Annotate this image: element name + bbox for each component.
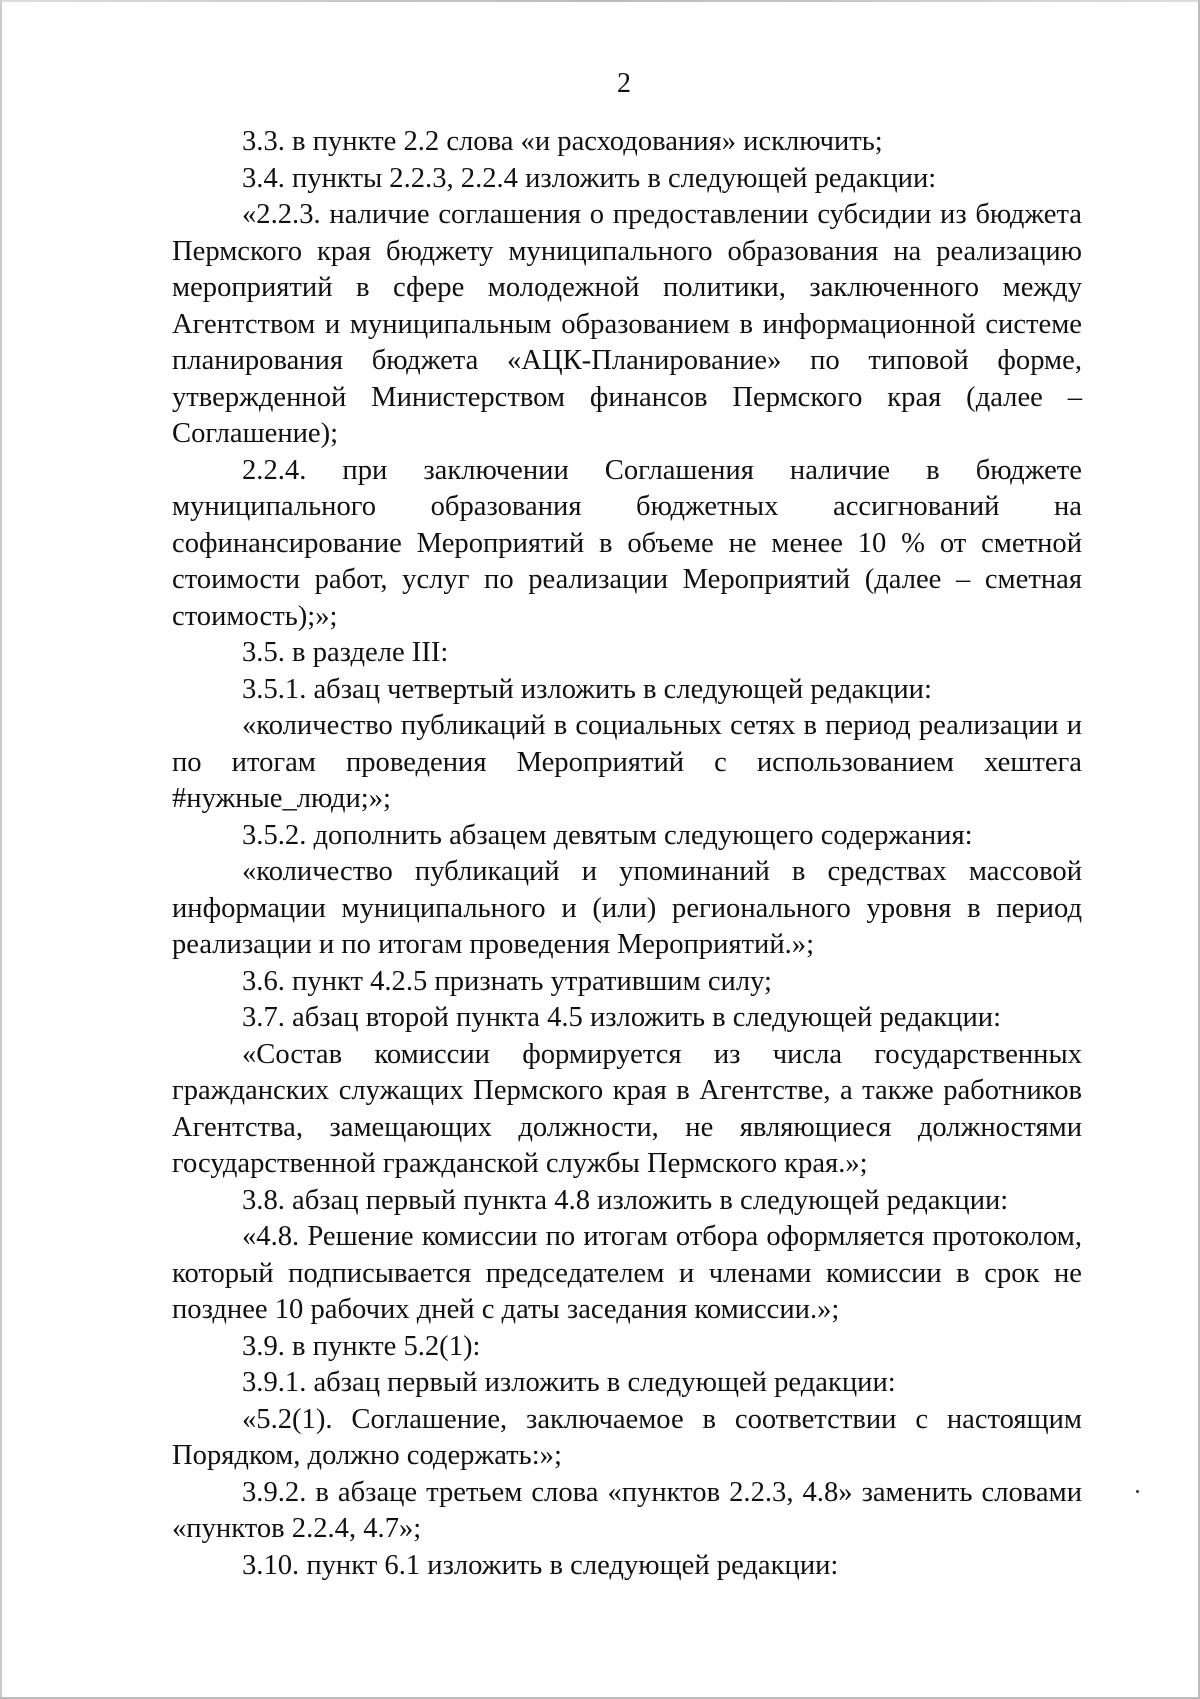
paragraph-3-9-2: 3.9.2. в абзаце третьем слова «пунктов 2.2.3, 4.8» заменить словами «пунктов 2.2.4, 4.7»; [172,1476,1082,1544]
scan-edge-top [0,0,1200,2]
paragraph-3-5: 3.5. в разделе III: [242,637,449,668]
paragraph-3-5-1-quote: «количество публикаций в социальных сетях в период реализации и по итогам проведения Мероприятий с использованием хештега #нужные_люди;»; [172,710,1082,814]
paragraph-3-5-1: 3.5.1. абзац четвертый изложить в следующей редакции: [242,673,932,705]
document-body [172,124,1082,1584]
paragraph-3-9-1: 3.9.1. абзац первый изложить в следующей редакции: [242,1367,896,1398]
paragraph-3-9: 3.9. в пункте 5.2(1): [242,1330,481,1362]
scan-edge-left [0,0,2,1699]
paragraph-3-9-1-quote: «5.2(1). Соглашение, заключаемое в соответствии с настоящим Порядком, должно содержать:»; [172,1403,1082,1471]
paragraph-3-6: 3.6. пункт 4.2.5 признать утратившим силу; [242,965,772,997]
paragraph-3-3: 3.3. в пункте 2.2 слова «и расходования» исключить; [242,126,883,157]
paragraph-3-4: 3.4. пункты 2.2.3, 2.2.4 изложить в следующей редакции: [242,162,937,194]
paragraph-2-2-4-quote: 2.2.4. при заключении Соглашения наличие в бюджете муниципального образования бюджетных ассигнований на софинансирование Мероприятий в объеме не менее 10 % от сметной стоимости работ, услуг по реализации Мероприятий (далее – сметная стоимость);»; [172,454,1082,632]
paragraph-3-7: 3.7. абзац второй пункта 4.5 изложить в следующей редакции: [242,1002,1002,1033]
page-number: 2 [617,68,631,99]
paragraph-3-7-quote: «Состав комиссии формируется из числа государственных гражданских служащих Пермского края в Агентстве, а также работников Агентства, замещающих должности, не являющиеся должностями государственной гражданской службы Пермского края.»; [172,1038,1082,1179]
paragraph-3-8-quote: «4.8. Решение комиссии по итогам отбора оформляется протоколом, который подписывается председателем и членами комиссии в срок не позднее 10 рабочих дней с даты заседания комиссии.»; [172,1221,1082,1325]
scan-speck [1136,1490,1139,1493]
paragraph-3-5-2: 3.5.2. дополнить абзацем девятым следующего содержания: [242,819,973,851]
paragraph-3-5-2-quote: «количество публикаций и упоминаний в средствах массовой информации муниципального и (или) регионального уровня в период реализации и по итогам проведения Мероприятий.»; [172,856,1082,960]
paragraph-2-2-3-quote: «2.2.3. наличие соглашения о предоставлении субсидии из бюджета Пермского края бюджету муниципального образования на реализацию мероприятий в сфере молодежной политики, заключенного между Агентством и муниципальным образованием в информационной системе планирования бюджета «АЦК-Планирование» по типовой форме, утвержденной Министерством финансов Пермского края (далее – Соглашение); [172,199,1082,449]
paragraph-3-8: 3.8. абзац первый пункта 4.8 изложить в следующей редакции: [242,1184,1009,1216]
paragraph-3-10: 3.10. пункт 6.1 изложить в следующей редакции: [242,1549,839,1581]
